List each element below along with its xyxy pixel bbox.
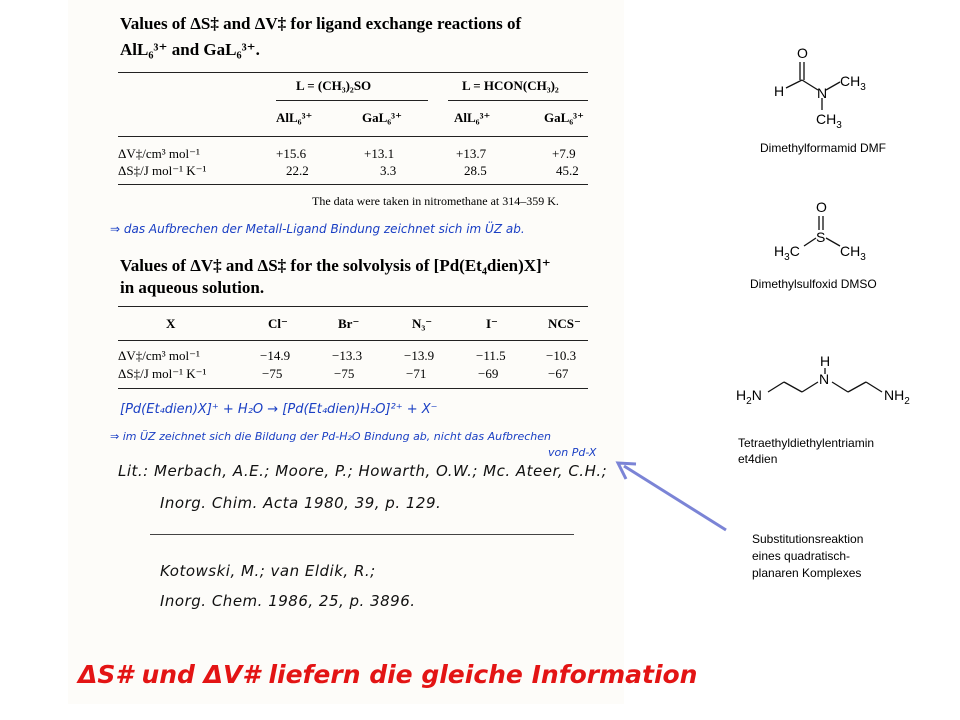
table1-cell: 22.2 bbox=[286, 163, 309, 178]
table1-title-line1: Values of ΔS‡ and ΔV‡ for ligand exchange reactions of bbox=[120, 14, 522, 33]
table2-col-header: Br⁻ bbox=[338, 316, 360, 331]
svg-text:O: O bbox=[816, 199, 827, 215]
svg-text:CH3: $CH_3$ bbox=[840, 73, 866, 93]
table2-title-line1: Values of ΔV‡ and ΔS‡ for the solvolysis of [Pd(Et₄dien)X]⁺ bbox=[120, 256, 551, 275]
pointer-arrow-icon bbox=[600, 450, 740, 540]
table1-group2-rule bbox=[448, 100, 588, 101]
handwritten-note-2-sub: von Pd-X bbox=[548, 446, 597, 459]
table2-cell: −71 bbox=[406, 366, 427, 381]
dien-label-line1: Tetraethyldiethylentriamin bbox=[738, 436, 875, 450]
table2-cell: −11.5 bbox=[476, 348, 506, 363]
svg-text:CH3: $CH_3$ bbox=[840, 243, 866, 263]
table2-mid-rule bbox=[118, 340, 588, 341]
table1-cell: +15.6 bbox=[276, 146, 307, 161]
table1-group1-header: L = (CH₃)₂SO bbox=[296, 78, 372, 93]
table2-row2-label: ΔS‡/J mol⁻¹ K⁻¹ bbox=[118, 366, 207, 381]
table1-col3-header: AlL₆³⁺ bbox=[454, 110, 491, 125]
handwritten-note-2: ⇒ im ÜZ zeichnet sich die Bildung der Pd-H₂O Bindung ab, nicht das Aufbrechen bbox=[110, 430, 551, 443]
table1-col1-header: AlL₆³⁺ bbox=[276, 110, 313, 125]
handwritten-equation: [Pd(Et₄dien)X]⁺ + H₂O → [Pd(Et₄dien)H₂O]²⁺ + X⁻ bbox=[120, 402, 438, 417]
table1-col2-header: GaL₆³⁺ bbox=[362, 110, 402, 125]
table2-cell: −14.9 bbox=[260, 348, 291, 363]
table2-col-header: I⁻ bbox=[486, 316, 498, 331]
table2-title-line2: in aqueous solution. bbox=[120, 278, 265, 297]
literature-2-line2: Inorg. Chem. 1986, 25, p. 3896. bbox=[160, 592, 416, 610]
svg-text:NH2: $NH_2$ bbox=[884, 387, 910, 407]
literature-divider bbox=[150, 534, 574, 535]
table1-row1-label: ΔV‡/cm³ mol⁻¹ bbox=[118, 146, 200, 161]
table1-cell: +13.7 bbox=[456, 146, 487, 161]
table1-cell: 3.3 bbox=[380, 163, 397, 178]
table2-top-rule bbox=[118, 306, 588, 307]
table2-head-x: X bbox=[166, 316, 176, 331]
svg-text:O: O bbox=[797, 45, 808, 61]
table2-cell: −67 bbox=[548, 366, 569, 381]
table2-col-header: Cl⁻ bbox=[268, 316, 288, 331]
table2-cell: −75 bbox=[262, 366, 283, 381]
literature-1-line2: Inorg. Chim. Acta 1980, 39, p. 129. bbox=[160, 494, 442, 512]
table1-footnote: The data were taken in nitromethane at 314–359 K. bbox=[312, 194, 559, 208]
svg-text:CH3: $CH_3$ bbox=[816, 111, 842, 131]
table1-row2-label: ΔS‡/J mol⁻¹ K⁻¹ bbox=[118, 163, 207, 178]
table1-top-rule bbox=[118, 72, 588, 73]
substitution-label-line2: eines quadratisch- bbox=[752, 549, 851, 563]
table1-title-line2: AlL₆³⁺ and GaL₆³⁺. bbox=[120, 40, 260, 59]
table2-cell: −75 bbox=[334, 366, 355, 381]
table2-bottom-rule bbox=[118, 388, 588, 389]
svg-text:N: N bbox=[817, 85, 828, 101]
dien-label-line2: et4dien bbox=[738, 452, 778, 466]
dmf-structure bbox=[760, 40, 880, 135]
table1-group1-rule bbox=[276, 100, 428, 101]
svg-text:H3C: $H_3C$ bbox=[774, 243, 800, 263]
table2-col-header: NCS⁻ bbox=[548, 316, 581, 331]
dmso-structure bbox=[770, 196, 880, 266]
svg-text:H: H bbox=[774, 83, 785, 99]
literature-2-line1: Kotowski, M.; van Eldik, R.; bbox=[160, 562, 376, 580]
svg-text:H: H bbox=[820, 354, 831, 369]
substitution-label-line3: planaren Komplexes bbox=[752, 566, 862, 580]
table1-group2-header: L = HCON(CH₃)₂ bbox=[462, 78, 559, 93]
table1-cell: 45.2 bbox=[556, 163, 579, 178]
handwritten-conclusion: ΔS# und ΔV# liefern die gleiche Information bbox=[78, 660, 698, 689]
table2-row1-label: ΔV‡/cm³ mol⁻¹ bbox=[118, 348, 200, 363]
table2-col-header: N₃⁻ bbox=[412, 316, 433, 331]
table1-mid-rule bbox=[118, 136, 588, 137]
handwritten-note-1: ⇒ das Aufbrechen der Metall-Ligand Bindung zeichnet sich im ÜZ ab. bbox=[110, 222, 525, 236]
table2-cell: −13.3 bbox=[332, 348, 363, 363]
table1-cell: 28.5 bbox=[464, 163, 487, 178]
table2-cell: −69 bbox=[478, 366, 499, 381]
table1-cell: +7.9 bbox=[552, 146, 576, 161]
svg-text:H2N: $H_2N$ bbox=[736, 387, 762, 407]
svg-text:S: S bbox=[816, 229, 826, 245]
dmf-label: Dimethylformamid DMF bbox=[760, 141, 887, 155]
svg-text:N: N bbox=[819, 371, 830, 387]
substitution-label-line1: Substitutionsreaktion bbox=[752, 532, 864, 546]
table1-bottom-rule bbox=[118, 184, 588, 185]
table1-cell: +13.1 bbox=[364, 146, 395, 161]
table2-cell: −10.3 bbox=[546, 348, 577, 363]
dmso-label: Dimethylsulfoxid DMSO bbox=[750, 277, 877, 291]
table2-cell: −13.9 bbox=[404, 348, 435, 363]
dien-structure bbox=[734, 354, 924, 410]
literature-1-line1: Lit.: Merbach, A.E.; Moore, P.; Howarth, O.W.; Mc. Ateer, C.H.; bbox=[118, 462, 608, 480]
table1-col4-header: GaL₆³⁺ bbox=[544, 110, 584, 125]
